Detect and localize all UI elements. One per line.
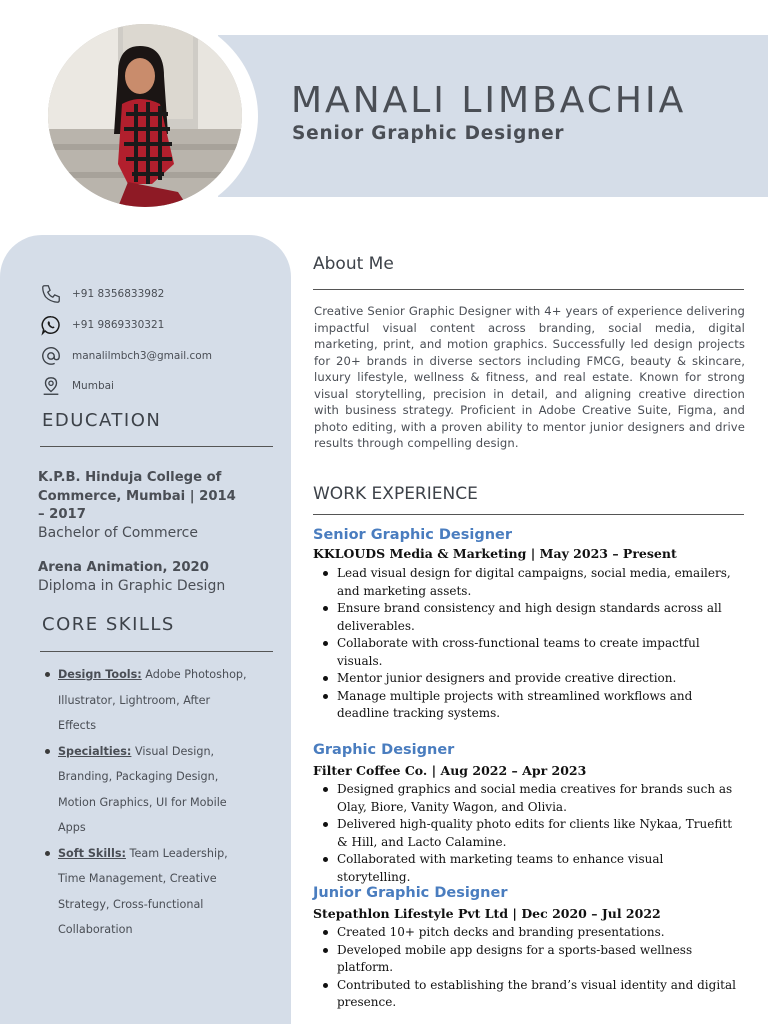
whatsapp-icon	[40, 314, 62, 336]
education-school-1: K.P.B. Hinduja College of Commerce, Mumbai | 2014 – 2017	[38, 470, 236, 522]
job-company-1: KKLOUDS Media & Marketing | May 2023 – Present	[313, 546, 677, 561]
job-bullet: Mentor junior designers and provide creative direction.	[337, 670, 737, 688]
work-experience-heading: WORK EXPERIENCE	[313, 484, 478, 504]
job-company-2: Filter Coffee Co. | Aug 2022 – Apr 2023	[313, 763, 587, 778]
job-bullet: Manage multiple projects with streamlined workflows and deadline tracking systems.	[337, 688, 737, 723]
job-bullet: Collaborate with cross-functional teams to create impactful visuals.	[337, 635, 737, 670]
email-at-icon	[40, 345, 62, 367]
email-address[interactable]: manalilmbch3@gmail.com	[72, 350, 212, 362]
about-divider	[313, 289, 744, 290]
candidate-role: Senior Graphic Designer	[292, 123, 565, 144]
job-title-1: Senior Graphic Designer	[313, 527, 513, 543]
skills-heading: CORE SKILLS	[42, 614, 175, 635]
job-title-3: Junior Graphic Designer	[313, 885, 508, 901]
contact-whatsapp	[40, 314, 164, 336]
job-bullet: Designed graphics and social media creatives for brands such as Olay, Biore, Vanity Wagon, and Olivia.	[337, 781, 737, 816]
location-pin-icon	[40, 375, 62, 397]
whatsapp-number: +91 9869330321	[72, 319, 165, 331]
skill-label: Design Tools:	[58, 668, 142, 681]
job-bullets-3	[337, 924, 737, 1012]
skill-label: Soft Skills:	[58, 846, 126, 860]
education-degree-2: Diploma in Graphic Design	[38, 578, 226, 594]
contact-email	[40, 345, 212, 367]
about-text: Creative Senior Graphic Designer with 4+ years of experience delivering impactful visual content across branding, social media, digital marketing, print, and motion graphics. Successfully led design projects for 20+ brands in diverse sectors including FMCG, beauty & skincare, luxury lifestyle, wellness & fitness, and real estate. Known for strong visual storytelling, precision in detail, and aligning creative direction with business strategy. Proficient in Adobe Creative Suite, Figma, and photo editing, with a proven ability to mentor junior designers and drive results through compelling design.	[314, 304, 745, 450]
skill-item-soft-skills	[40, 841, 250, 943]
education-divider	[40, 446, 273, 447]
job-bullet: Developed mobile app designs for a sports-based wellness platform.	[337, 942, 737, 977]
skills-list	[40, 662, 250, 943]
candidate-name: MANALI LIMBACHIA	[291, 80, 687, 121]
job-bullets-2	[337, 781, 737, 886]
job-company-3: Stepathlon Lifestyle Pvt Ltd | Dec 2020 – Jul 2022	[313, 906, 661, 921]
contact-location	[40, 375, 114, 397]
skill-item-design-tools	[40, 662, 250, 739]
education-degree-1: Bachelor of Commerce	[38, 525, 198, 541]
job-bullet: Contributed to establishing the brand’s visual identity and digital presence.	[337, 977, 737, 1012]
skill-item-specialties	[40, 739, 250, 841]
job-title-2: Graphic Designer	[313, 742, 455, 758]
skill-text: Adobe Photoshop, Illustrator, Lightroom, After Effects	[58, 668, 247, 732]
location-text: Mumbai	[72, 380, 114, 392]
phone-icon	[40, 283, 62, 305]
education-school-2: Arena Animation, 2020	[38, 560, 209, 575]
job-bullet: Delivered high-quality photo edits for clients like Nykaa, Truefitt & Hill, and Lacto Calamine.	[337, 816, 737, 851]
work-experience-divider	[313, 514, 744, 515]
profile-photo-illustration	[48, 24, 242, 207]
skills-divider	[40, 651, 273, 652]
skill-text: Team Leadership, Time Management, Creative Strategy, Cross-functional Collaboration	[58, 846, 228, 936]
skill-label: Specialties:	[58, 744, 132, 758]
job-bullet: Created 10+ pitch decks and branding presentations.	[337, 924, 737, 942]
contact-phone	[40, 283, 164, 305]
phone-number: +91 8356833982	[72, 288, 165, 300]
about-heading: About Me	[313, 254, 394, 274]
education-heading: EDUCATION	[42, 410, 162, 431]
job-bullet: Ensure brand consistency and high design standards across all deliverables.	[337, 600, 737, 635]
skill-text: Visual Design, Branding, Packaging Design, Motion Graphics, UI for Mobile Apps	[58, 744, 227, 834]
profile-photo	[48, 24, 242, 207]
job-bullet: Collaborated with marketing teams to enhance visual storytelling.	[337, 851, 737, 886]
job-bullets-1	[337, 565, 737, 723]
job-bullet: Lead visual design for digital campaigns, social media, emailers, and marketing assets.	[337, 565, 737, 600]
